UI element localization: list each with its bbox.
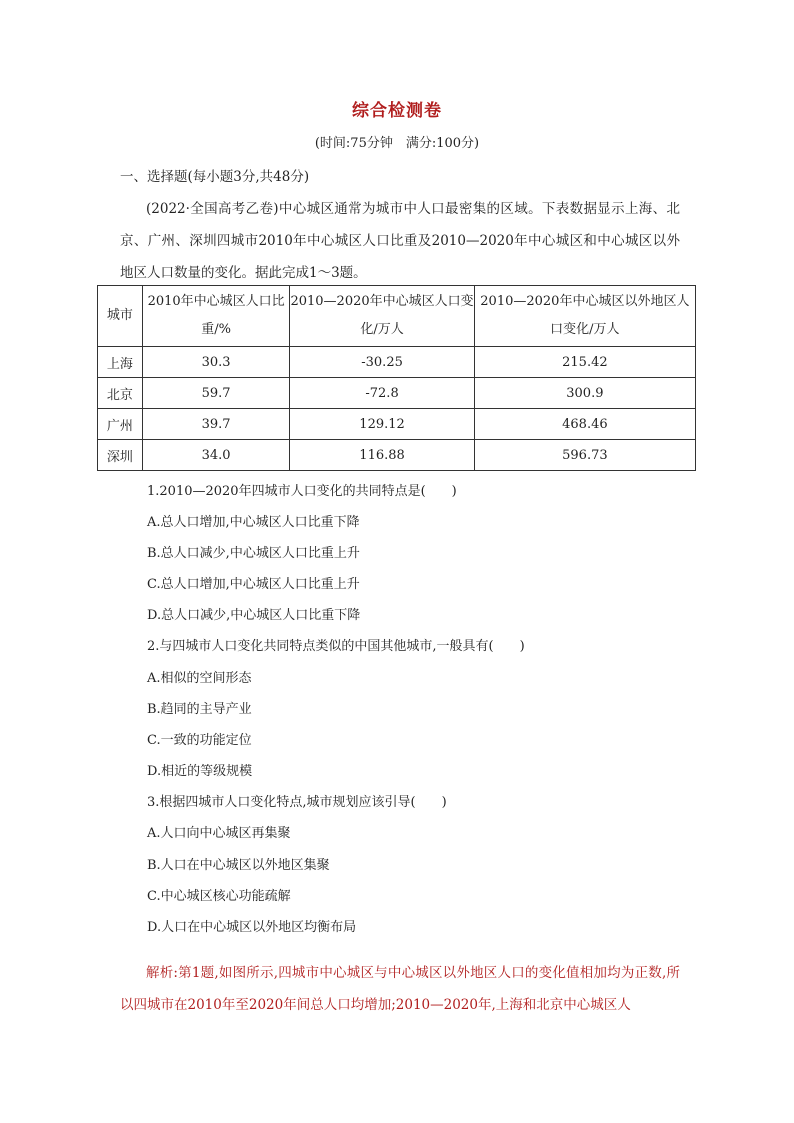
question-3-option-b: B.人口在中心城区以外地区集聚 [147,858,330,873]
question-2-stem: 2.与四城市人口变化共同特点类似的中国其他城市,一般具有( ) [147,639,525,654]
table-cell: 59.7 [142,378,290,409]
exam-info: (时间:75分钟 满分:100分) [314,136,480,151]
section-heading: 一、选择题(每小题3分,共48分) [120,169,310,185]
question-1-option-d: D.总人口减少,中心城区人口比重下降 [147,608,361,623]
analysis-paragraph: 解析:第1题,如图所示,四城市中心城区与中心城区以外地区人口的变化值相加均为正数,所以四城市在2010年至2020年间总人口均增加;2010—2020年,上海和北京中心城区人 [120,965,680,1013]
table-header-row [98,286,696,347]
question-1-option-b: B.总人口减少,中心城区人口比重上升 [147,546,360,561]
table-cell: 广州 [98,409,143,440]
question-2-option-b: B.趋同的主导产业 [147,702,252,717]
table-row [98,378,696,409]
table-header-cell: 2010—2020年中心城区人口变化/万人 [290,286,474,347]
table-cell: 116.88 [290,440,474,471]
question-3-option-a: A.人口向中心城区再集聚 [147,826,291,841]
table-cell: 30.3 [142,347,290,378]
table-header-cell: 2010年中心城区人口比重/% [142,286,290,347]
table-cell: 129.12 [290,409,474,440]
question-2-option-d: D.相近的等级规模 [147,764,253,779]
table-cell: 39.7 [142,409,290,440]
table-row [98,347,696,378]
question-3-option-c: C.中心城区核心功能疏解 [147,889,291,904]
population-table [97,285,696,471]
table-cell: 34.0 [142,440,290,471]
question-1-option-a: A.总人口增加,中心城区人口比重下降 [147,515,360,530]
table-header-cell: 城市 [98,286,143,347]
table-cell: 深圳 [98,440,143,471]
question-3-stem: 3.根据四城市人口变化特点,城市规划应该引导( ) [147,795,447,810]
table-cell: 上海 [98,347,143,378]
question-2-option-a: A.相似的空间形态 [147,671,252,686]
question-1-option-c: C.总人口增加,中心城区人口比重上升 [147,577,360,592]
table-cell: 215.42 [474,347,695,378]
question-2-option-c: C.一致的功能定位 [147,733,252,748]
table-cell: -72.8 [290,378,474,409]
table-cell: -30.25 [290,347,474,378]
table-row [98,409,696,440]
table-header-cell: 2010—2020年中心城区以外地区人口变化/万人 [474,286,695,347]
question-1-stem: 1.2010—2020年四城市人口变化的共同特点是( ) [147,484,457,499]
intro-paragraph: (2022·全国高考乙卷)中心城区通常为城市中人口最密集的区域。下表数据显示上海、北京、广州、深圳四城市2010年中心城区人口比重及2010—2020年中心城区和中心城区以外地区人口数量的变化。据此完成1～3题。 [120,201,680,281]
table-cell: 北京 [98,378,143,409]
table-cell: 468.46 [474,409,695,440]
table-row [98,440,696,471]
table-cell: 596.73 [474,440,695,471]
question-3-option-d: D.人口在中心城区以外地区均衡布局 [147,920,357,935]
table-cell: 300.9 [474,378,695,409]
page-title: 综合检测卷 [352,101,442,121]
